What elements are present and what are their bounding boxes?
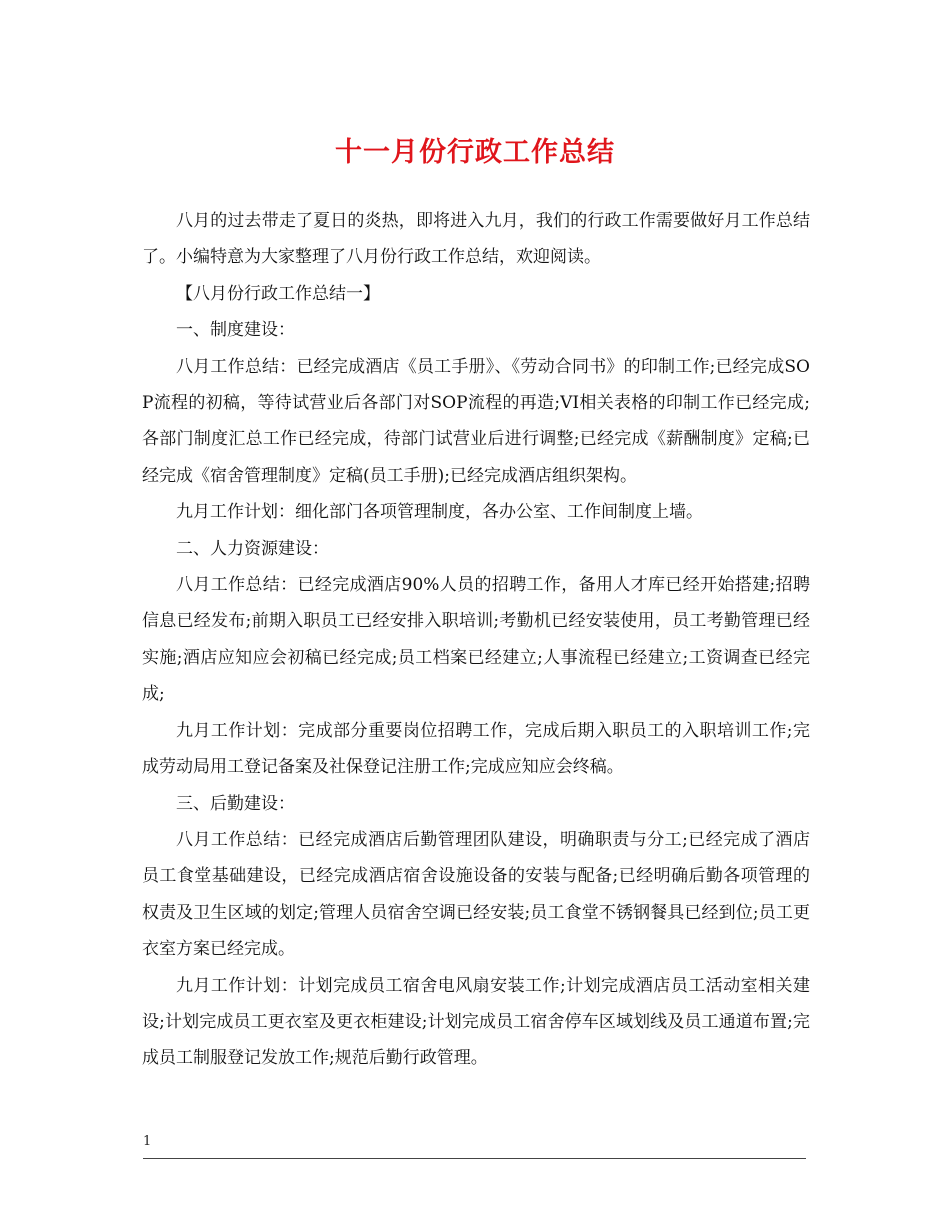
paragraph-logistics-summary: 八月工作总结：已经完成酒店后勤管理团队建设，明确职责与分工;已经完成了酒店员工食堂基础建设，已经完成酒店宿舍设施设备的安装与配备;已经明确后勤各项管理的权责及卫生区域的划定;管理人员宿舍空调已经安装;员工食堂不锈钢餐具已经到位;员工更衣室方案已经完成。: [142, 829, 810, 960]
section-heading-logistics: 三、后勤建设：: [176, 793, 295, 814]
document-title: 十一月份行政工作总结: [335, 137, 615, 168]
footer-divider: [143, 1158, 806, 1159]
paragraph-system-summary: 八月工作总结：已经完成酒店《员工手册》、《劳动合同书》的印制工作;已经完成SOP流程的初稿，等待试营业后各部门对SOP流程的再造;VI相关表格的印制工作已经完成;各部门制度汇总工作已经完成，待部门试营业后进行调整;已经完成《薪酬制度》定稿;已经完成《宿舍管理制度》定稿(员工手册);已经完成酒店组织架构。: [142, 356, 810, 486]
paragraph-hr-plan: 九月工作计划：完成部分重要岗位招聘工作，完成后期入职员工的入职培训工作;完成劳动局用工登记备案及社保登记注册工作;完成应知应会终稿。: [142, 720, 810, 778]
paragraph-hr-summary: 八月工作总结：已经完成酒店90%人员的招聘工作，备用人才库已经开始搭建;招聘信息已经发布;前期入职员工已经安排入职培训;考勤机已经安装使用，员工考勤管理已经实施;酒店应知应会初稿已经完成;员工档案已经建立;人事流程已经建立;工资调查已经完成;: [142, 575, 810, 705]
paragraph-logistics-plan: 九月工作计划：计划完成员工宿舍电风扇安装工作;计划完成酒店员工活动室相关建设;计划完成员工更衣室及更衣柜建设;计划完成员工宿舍停车区域划线及员工通道布置;完成员工制服登记发放工作;规范后勤行政管理。: [142, 975, 810, 1069]
section-heading-hr: 二、人力资源建设：: [176, 538, 329, 559]
section-heading-system: 一、制度建设：: [176, 320, 295, 341]
section-heading-summary-one: 【八月份行政工作总结一】: [176, 283, 380, 304]
document-body: [142, 203, 810, 1077]
paragraph-system-plan: 九月工作计划：细化部门各项管理制度，各办公室、工作间制度上墙。: [176, 502, 703, 523]
page-number: 1: [143, 1134, 152, 1149]
paragraph-intro: 八月的过去带走了夏日的炎热，即将进入九月，我们的行政工作需要做好月工作总结了。小编特意为大家整理了八月份行政工作总结，欢迎阅读。: [142, 211, 810, 268]
